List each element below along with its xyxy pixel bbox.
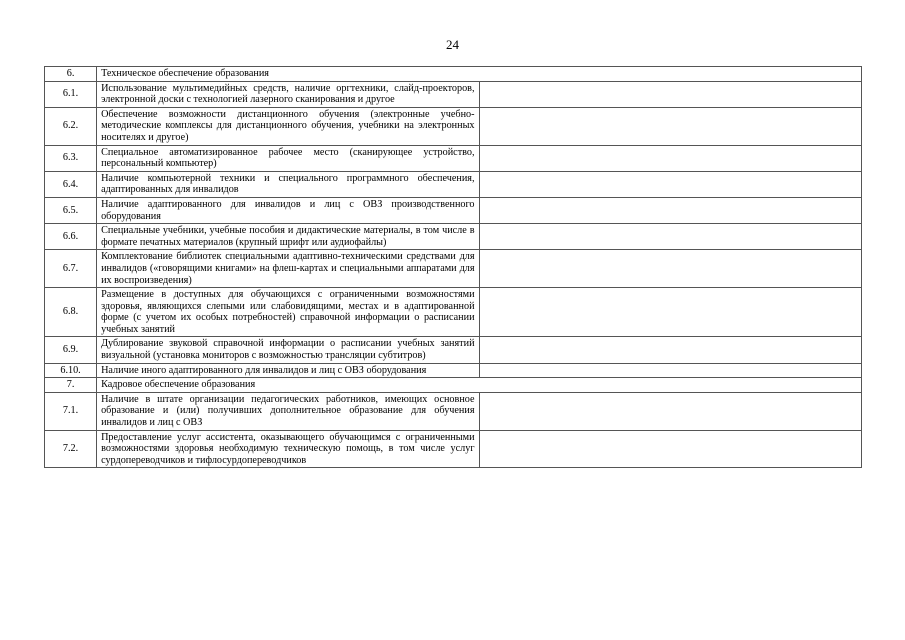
page-number: 24 [446,37,459,52]
table-row [45,363,862,378]
value-cell[interactable] [479,430,861,468]
row-description: Размещение в доступных для обучающихся с ограниченными возможностями здоровья, являющихся слепыми или слабовидящими, местах и в адаптированной форме (с учетом их особых потребностей) справочной информации о расписании учебных занятий [97,288,479,337]
table-row [45,171,862,197]
row-number: 6.9. [45,337,97,363]
row-description: Обеспечение возможности дистанционного обучения (электронные учебно-методические комплексы для дистанционного обучения, учебники на электронных носителях и другое) [97,107,479,145]
row-number: 6. [45,67,97,82]
row-description: Наличие адаптированного для инвалидов и лиц с ОВЗ производственного оборудования [97,197,479,223]
table-body [45,67,862,468]
table-row [45,197,862,223]
section-row [45,378,862,393]
table-row [45,250,862,288]
row-number: 6.8. [45,288,97,337]
row-number: 6.2. [45,107,97,145]
table-row [45,337,862,363]
table-row [45,81,862,107]
value-cell[interactable] [479,337,861,363]
value-cell[interactable] [479,392,861,430]
row-description: Специальное автоматизированное рабочее место (сканирующее устройство, персональный компьютер) [97,145,479,171]
row-number: 6.1. [45,81,97,107]
row-description: Дублирование звуковой справочной информации о расписании учебных занятий визуальной (установка мониторов с возможностью трансляции субтитров) [97,337,479,363]
row-description: Наличие компьютерной техники и специального программного обеспечения, адаптированных для инвалидов [97,171,479,197]
requirements-table [44,66,862,468]
value-cell[interactable] [479,224,861,250]
section-row [45,67,862,82]
row-number: 6.10. [45,363,97,378]
value-cell[interactable] [479,145,861,171]
row-description: Наличие в штате организации педагогических работников, имеющих основное образование и (или) получивших дополнительное образование для обучения инвалидов и лиц с ОВЗ [97,392,479,430]
row-description: Комплектование библиотек специальными адаптивно-техническими средствами для инвалидов («говорящими книгами» на флеш-картах и специальными аппаратами для их воспроизведения) [97,250,479,288]
row-description: Наличие иного адаптированного для инвалидов и лиц с ОВЗ оборудования [97,363,479,378]
row-number: 7. [45,378,97,393]
row-number: 6.3. [45,145,97,171]
section-title: Техническое обеспечение образования [97,67,862,82]
row-number: 6.5. [45,197,97,223]
row-number: 7.1. [45,392,97,430]
value-cell[interactable] [479,288,861,337]
row-number: 6.7. [45,250,97,288]
value-cell[interactable] [479,171,861,197]
table-row [45,107,862,145]
row-description: Использование мультимедийных средств, наличие оргтехники, слайд-проекторов, электронной доски с технологией лазерного сканирования и другое [97,81,479,107]
value-cell[interactable] [479,197,861,223]
row-number: 7.2. [45,430,97,468]
row-number: 6.6. [45,224,97,250]
value-cell[interactable] [479,363,861,378]
section-title: Кадровое обеспечение образования [97,378,862,393]
table-row [45,392,862,430]
value-cell[interactable] [479,250,861,288]
value-cell[interactable] [479,81,861,107]
row-number: 6.4. [45,171,97,197]
row-description: Специальные учебники, учебные пособия и дидактические материалы, в том числе в формате печатных материалов (крупный шрифт или аудиофайлы) [97,224,479,250]
row-description: Предоставление услуг ассистента, оказывающего обучающимся с ограниченными возможностями здоровья необходимую техническую помощь, в том числе услуг сурдопереводчиков и тифлосурдопереводчиков [97,430,479,468]
table-row [45,430,862,468]
table-row [45,145,862,171]
table-row [45,224,862,250]
table-row [45,288,862,337]
value-cell[interactable] [479,107,861,145]
